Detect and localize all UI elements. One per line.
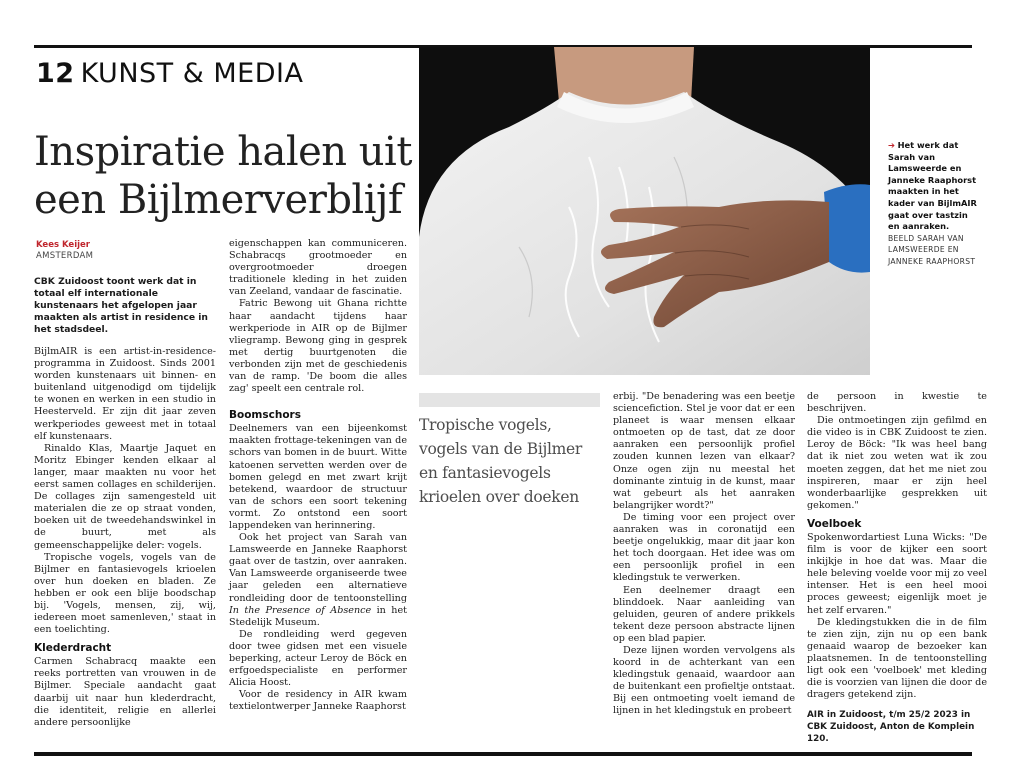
body-paragraph: BijlmAIR is een artist-in-residence-programma in Zuidoost. Sinds 2001 worden kunstenaars uit binnen- en buitenland uitgenodigd om tijdelijk te wonen en werken in een studio in Heesterveld. Er zijn dit jaar zeven werkperiodes geweest met in totaal elf kunstenaars. <box>34 346 216 442</box>
article-column-1 <box>34 276 216 729</box>
body-paragraph: de persoon in kwestie te beschrijven. <box>807 391 987 415</box>
body-paragraph: Rinaldo Klas, Maartje Jaquet en Moritz Ebinger kenden elkaar al langer, maar maakten nu voor het eerst samen collages en schilderijen. De collages zijn samengesteld uit materialen die ze op straat vonden, boeken uit de tweedehandswinkel in de buurt, met als gemeenschappelijke deler: vogels. <box>34 442 216 551</box>
body-paragraph: De timing voor een project over aanraken was in coronatijd een beetje ongelukkig, maar dit jaar kon het toch doorgaan. Het idee was om een persoonlijk profiel in een kledingstuk te verwerken. <box>613 511 795 584</box>
pull-quote-line: Tropische vogels, <box>419 416 552 434</box>
body-paragraph: Ook het project van Sarah van Lamsweerde en Janneke Raaphorst gaat over de tastzin, over aanraken. Van Lamsweerde organiseerde twee jaar geleden een alternatieve rondleiding door de tentoonstelling In the Presence of Absence in het Stedelijk Museum. <box>229 532 408 628</box>
body-paragraph: eigenschappen kan communiceren. Schabracqs grootmoeder en overgrootmoeder droegen traditionele kleding in het zuiden van Zeeland, vandaar de fascinatie. <box>229 238 407 298</box>
headline-line-2: een Bijlmerverblijf <box>34 177 403 223</box>
pull-quote-line: krioelen over doeken <box>419 488 579 506</box>
body-paragraph: Deelnemers van een bijeenkomst maakten frottage-tekeningen van de schors van bomen in de buurt. Witte katoenen servetten werden over de bomen gelegd en met zwart krijt betekend, waardoor de structuur van de schors een soort tekening vormt. Zo ontstond een soort lappendeken van herinnering. <box>229 423 407 531</box>
article-photo <box>419 47 870 375</box>
body-paragraph: Tropische vogels, vogels van de Bijlmer en fantasievogels krioelen over hun doeken en bladen. Ze hebben er ook een blije boodschap bij. 'Vogels, mensen, zij, wij, iedereen moet samenleven,' staat in een toelichting. <box>34 551 216 636</box>
byline <box>36 240 93 262</box>
subheading-klederdracht: Klederdracht <box>34 642 112 655</box>
article-column-2 <box>229 238 407 713</box>
photo-caption <box>888 140 980 267</box>
body-paragraph: Spokenwordartiest Luna Wicks: "De film is voor de kijker een soort inkijkje in hoe dat was. Maar die hele beleving voelde voor mij zo veel intenser. Het is een heel mooi proces geweest; eigenlijk moet je het zelf ervaren." <box>807 531 987 616</box>
body-paragraph: Deze lijnen worden vervolgens als koord in de achterkant van een kledingstuk genaaid, waardoor aan de buitenkant een profieltje ontstaat. Bij een ontmoeting voelt iemand de lijnen in het kledingstuk en probeert <box>613 644 795 717</box>
photo-credit: BEELD SARAH VAN LAMSWEERDE EN JANNEKE RAAPHORST <box>888 233 976 266</box>
section-name: KUNST & MEDIA <box>80 58 304 89</box>
body-paragraph: Een deelnemer draagt een blinddoek. Naar aanleiding van geluiden, geuren of andere prikkels tekent deze persoon abstracte lijnen op een blad papier. <box>613 584 795 644</box>
arrow-icon: ➔ <box>888 140 895 150</box>
body-paragraph: De kledingstukken die in de film te zien zijn, zijn nu op een bank genaaid waarop de bezoeker kan plaatsnemen. In de tentoonstelling ligt ook een 'voelboek' met kleding die is voorzien van lijnen die door de dragers getekend zijn. <box>807 616 987 701</box>
exhibition-info: AIR in Zuidoost, t/m 25/2 2023 in CBK Zuidoost, Anton de Komplein 120. <box>807 710 975 745</box>
lede-paragraph: CBK Zuidoost toont werk dat in totaal elf internationale kunstenaars het afgelopen jaar maakten als artist in residence in het stadsdeel. <box>34 276 208 335</box>
body-paragraph: Die ontmoetingen zijn gefilmd en die video is in CBK Zuidoost te zien. Leroy de Böck: "Ik was heel bang dat ik niet zou weten wat ik zou moeten zeggen, dat het me niet zou inspireren, maar er zijn heel wonderbaarlijke gesprekken uit gekomen." <box>807 415 987 511</box>
body-paragraph: De rondleiding werd gegeven door twee gidsen met een visuele beperking, acteur Leroy de Böck en erfgoedspecialiste en performer Alicia Hoost. <box>229 628 407 689</box>
body-paragraph: Fatric Bewong uit Ghana richtte haar aandacht tijdens haar werkperiode in AIR op de Bijlmer vliegramp. Bewong ging in gesprek met dertig buurtgenoten die verbonden zijn met de geschiedenis van de ramp. 'De boom die alles zag' speelt een centrale rol. <box>229 298 407 395</box>
caption-text: Het werk dat Sarah van Lamsweerde en Janneke Raaphorst maakten in het kader van BijlmAIR gaat over tastzin en aanraken. <box>888 140 977 232</box>
exhibition-title: In the Presence of Absence <box>229 604 372 616</box>
bottom-rule <box>34 752 972 756</box>
subheading-boomschors: Boomschors <box>229 409 301 422</box>
body-paragraph: Voor de residency in AIR kwam textielontwerper Janneke Raaphorst <box>229 689 407 713</box>
photo-illustration <box>419 47 870 375</box>
pull-quote <box>419 393 600 553</box>
dateline: AMSTERDAM <box>36 251 94 261</box>
pull-quote-line: vogels van de Bijlmer <box>419 440 583 458</box>
subheading-voelboek: Voelboek <box>807 517 862 530</box>
article-column-3 <box>613 391 795 718</box>
body-paragraph: Carmen Schabracq maakte een reeks portretten van vrouwen in de Bijlmer. Speciale aandacht gaat daarbij uit naar hun klederdracht, die identiteit, religie en allerlei andere persoonlijke <box>34 656 216 728</box>
pull-quote-line: en fantasievogels <box>419 464 551 482</box>
body-paragraph: erbij. "De benadering was een beetje sciencefiction. Stel je voor dat er een planeet is waar mensen elkaar ontmoeten op de tast, dat ze door aanraken een persoonlijk profiel zouden kunnen lezen van elkaar? Onze ogen zijn nu meestal het dominante zintuig in de kunst, maar wat gebeurt als het aanraken belangrijker wordt?" <box>613 391 795 511</box>
headline-line-1: Inspiratie halen uit <box>34 129 412 175</box>
article-column-4 <box>807 391 987 745</box>
author-name: Kees Keijer <box>36 240 90 250</box>
article-headline <box>34 128 414 224</box>
page-number: 12 <box>36 58 75 89</box>
section-header <box>36 58 303 89</box>
